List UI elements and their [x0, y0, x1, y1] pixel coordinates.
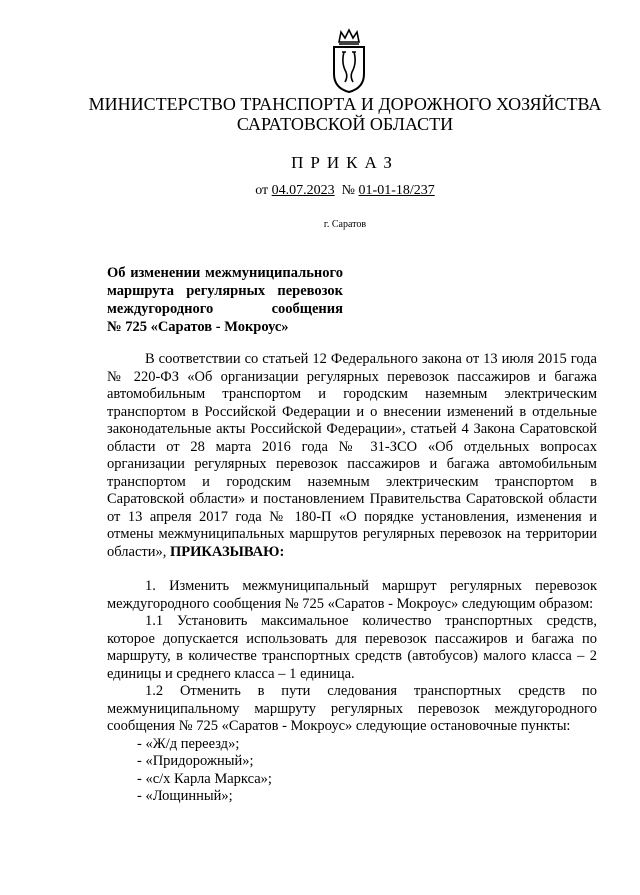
- order-word: ПРИКАЗЫВАЮ:: [169, 543, 285, 560]
- coat-of-arms-emblem: [329, 28, 369, 94]
- subject-line4: № 725 «Саратов - Мокроус»: [107, 319, 289, 335]
- city-label: г. Саратов: [323, 219, 367, 230]
- number-prefix: №: [341, 183, 356, 198]
- list-item: - «с/х Карла Маркса»;: [137, 770, 272, 787]
- item-1: 1. Изменить межмуниципальный маршрут регулярных перевозок междугородного сообщения № 725 «Саратов - Мокроус» следующим образом:: [107, 578, 597, 612]
- date-prefix: от: [255, 183, 269, 198]
- ministry-name-line2: САРАТОВСКОЙ ОБЛАСТИ: [236, 114, 454, 134]
- stops-list: [107, 736, 597, 806]
- subject-line1: Об изменении межмуниципального: [107, 265, 343, 281]
- order-date: 04.07.2023: [271, 183, 335, 198]
- order-subject: [107, 264, 343, 336]
- subject-line3: междугородного сообщения: [107, 301, 343, 317]
- list-item: - «Лощинный»;: [137, 788, 233, 804]
- list-item: - «Ж/д переезд»;: [137, 735, 240, 752]
- order-number: 01-01-18/237: [358, 183, 435, 198]
- order-date-number: [60, 183, 630, 199]
- preamble-block: [107, 351, 597, 561]
- list-item: - «Придорожный»;: [137, 753, 254, 769]
- item-1-1: 1.1 Установить максимальное количество транспортных средств, которое допускается использовать для перевозок пассажиров и багажа по маршруту, в количестве транспортных средств (автобусов) малого класса – 2 единицы и среднего класса – 1 единица.: [107, 613, 597, 682]
- order-items-block: [107, 578, 597, 806]
- document-type-title: ПРИКАЗ: [291, 153, 399, 172]
- preamble-paragraph: [107, 351, 597, 561]
- item-1-2: 1.2 Отменить в пути следования транспортных средств по межмуниципальному маршруту регулярных перевозок междугородного сообщения № 725 «Саратов - Мокроус» следующие остановочные пункты:: [107, 683, 597, 734]
- subject-line2: маршрута регулярных перевозок: [107, 283, 343, 299]
- ministry-name-line1: МИНИСТЕРСТВО ТРАНСПОРТА И ДОРОЖНОГО ХОЗЯЙСТВА: [88, 94, 602, 114]
- preamble-text: В соответствии со статьей 12 Федерального закона от 13 июля 2015 года № 220-ФЗ «Об организации регулярных перевозок пассажиров и багажа автомобильным транспортом и городским наземным электрическим транспортом в Российской Федерации и о внесении изменений в отдельные законодательные акты Российской Федерации», статьей 4 Закона Саратовской области от 28 марта 2016 года № 31-ЗСО «Об отдельных вопросах организации регулярных перевозок пассажиров и багажа автомобильным транспортом и городским наземным электрическим транспортом в Саратовской области» и постановлением Правительства Саратовской области от 13 апреля 2017 года № 180-П «О порядке установления, изменения и отмены межмуниципальных маршрутов регулярных перевозок на территории области»,: [107, 351, 597, 560]
- ministry-name: [60, 94, 630, 134]
